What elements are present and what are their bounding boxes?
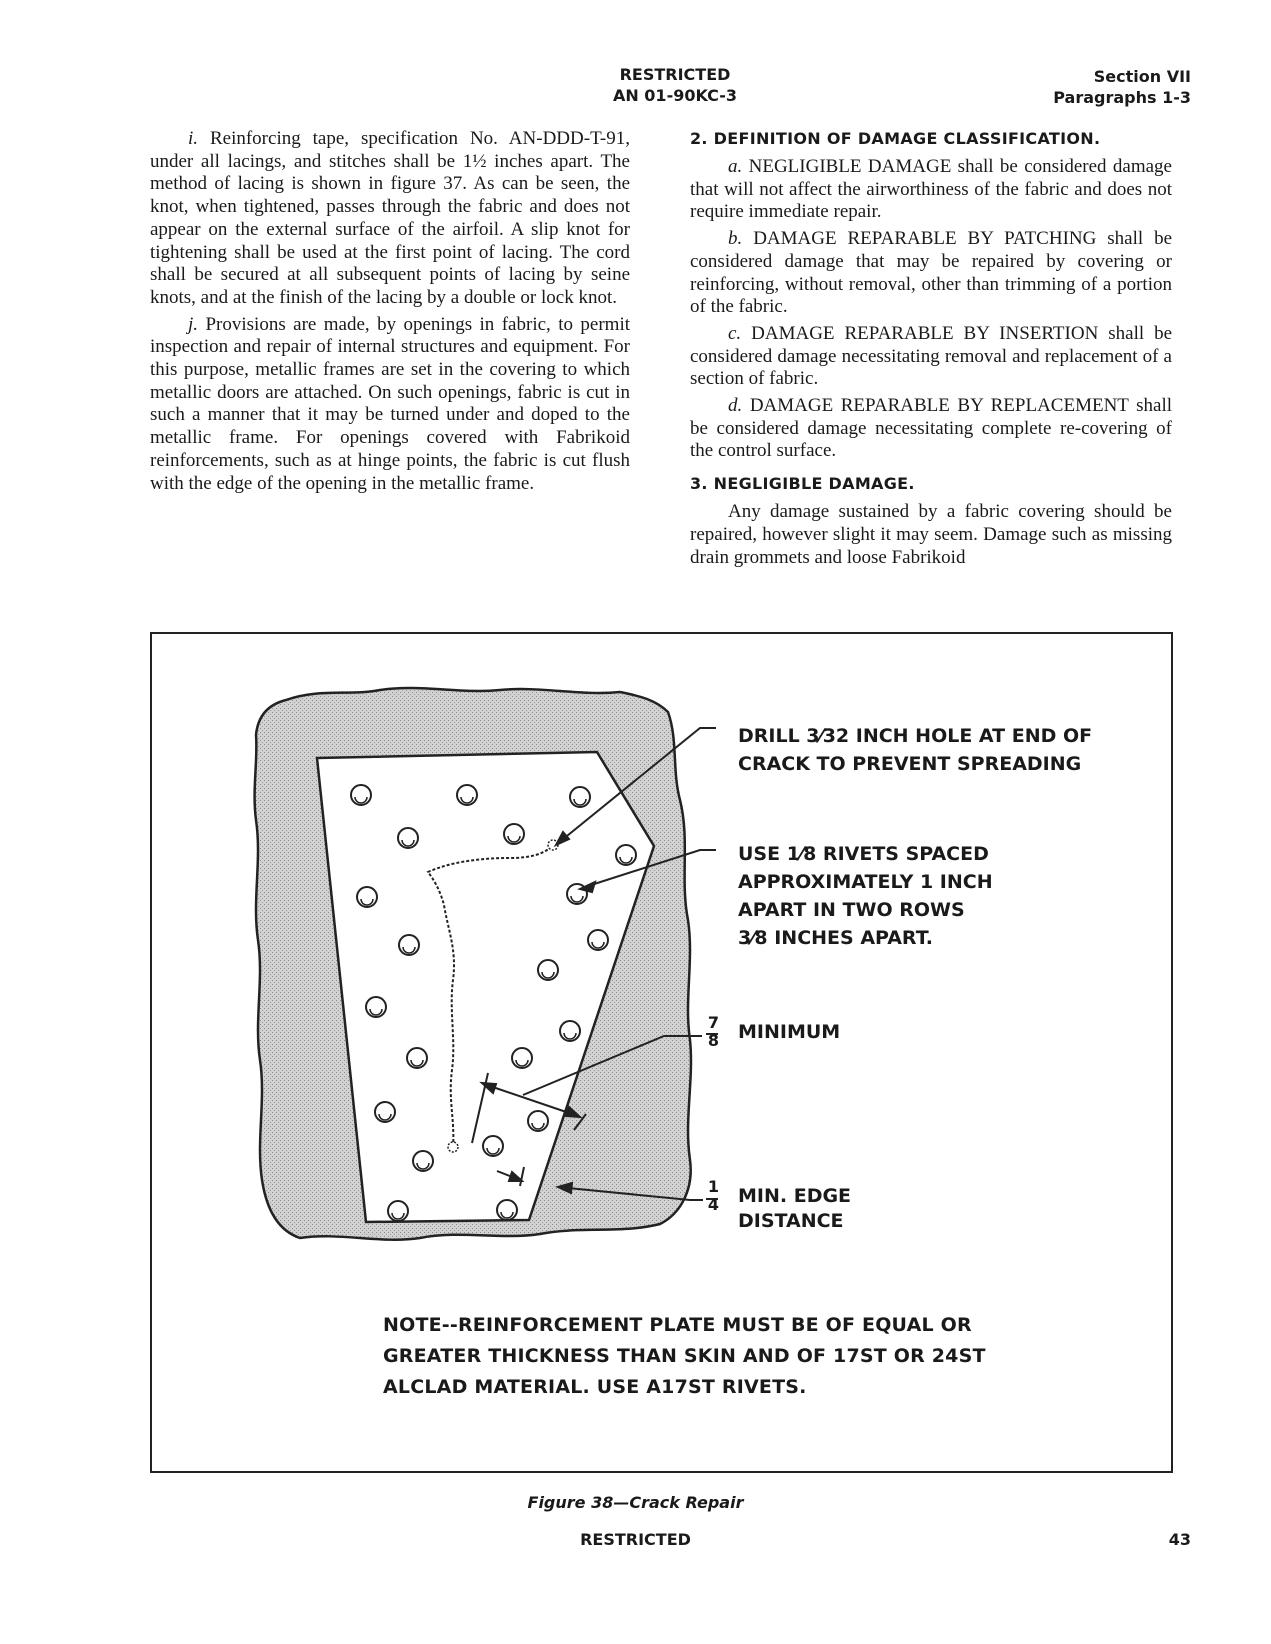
callout-rivets-line-1: USE 1⁄8 RIVETS SPACED — [738, 843, 989, 865]
paragraph-i-marker: i. — [188, 128, 199, 149]
header-paragraphs: Paragraphs 1-3 — [1053, 88, 1191, 107]
fraction-one-quarter — [707, 1178, 720, 1214]
heading-definition: 2. DEFINITION OF DAMAGE CLASSIFICATION. — [690, 129, 1101, 148]
fraction-78-denominator: 8 — [707, 1031, 720, 1050]
callout-rivets-line-3: APART IN TWO ROWS — [738, 899, 965, 921]
rivet-icon — [413, 1151, 433, 1171]
callout-drill-hole — [738, 722, 1092, 778]
rivet-icon — [398, 828, 418, 848]
paragraph-d-text: DAMAGE REPARABLE BY REPLACEMENT shall be considered damage necessitating complete re-covering of the control surface. — [690, 395, 1173, 462]
rivet-icon — [588, 930, 608, 950]
paragraph-3: Any damage sustained by a fabric covering should be repaired, however slight it may seem. Damage such as missing drain grommets and loose Fabrikoid — [690, 501, 1172, 568]
note-line-3: ALCLAD MATERIAL. USE A17ST RIVETS. — [383, 1376, 807, 1398]
footer-classification: RESTRICTED — [580, 1530, 691, 1549]
paragraph-c-marker: c. — [728, 322, 742, 344]
paragraph-j-text: Provisions are made, by openings in fabric, to permit inspection and repair of internal structures and equipment. For this purpose, metallic frames are set in the covering to which metallic doors are attached. On such openings, fabric is cut in such a manner that it may be turned under and doped to the metallic frame. For openings covered with Fabrikoid reinforcements, such as at hinge points, the fabric is cut flush with the edge of the opening in the metallic frame. — [150, 313, 631, 494]
rivet-icon — [388, 1201, 408, 1221]
rivet-icon — [504, 824, 524, 844]
paragraph-b-text: DAMAGE REPARABLE BY PATCHING shall be considered damage that may be repaired by covering or reinforcing, without removal, other than trimming of a portion of the fabric. — [690, 228, 1173, 318]
rivet-icon — [616, 845, 636, 865]
paragraph-a-marker: a. — [728, 156, 743, 177]
crack-end-hole-bottom — [448, 1142, 458, 1152]
rivet-icon — [366, 997, 386, 1017]
rivet-icon — [457, 785, 477, 805]
paragraph-b-marker: b. — [728, 228, 743, 250]
callout-rivets — [738, 840, 993, 952]
rivet-icon — [407, 1048, 427, 1068]
callout-rivets-line-2: APPROXIMATELY 1 INCH — [738, 871, 993, 893]
rivet-icon — [512, 1048, 532, 1068]
heading-negligible-damage: 3. NEGLIGIBLE DAMAGE. — [690, 474, 915, 494]
callout-edge-distance — [738, 1184, 851, 1234]
callout-edge-line-1: MIN. EDGE — [738, 1185, 852, 1207]
header-doc-number: AN 01-90KC-3 — [612, 86, 738, 105]
rivet-icon — [375, 1102, 395, 1122]
paragraph-c-text: DAMAGE REPARABLE BY INSERTION shall be considered damage necessitating removal and replacement of a section of fabric. — [690, 322, 1173, 390]
paragraph-a-text: NEGLIGIBLE DAMAGE shall be considered damage that will not affect the airworthiness of the fabric and does not require immediate repair. — [690, 156, 1172, 223]
note-line-2: GREATER THICKNESS THAN SKIN AND OF 17ST OR 24ST — [383, 1345, 986, 1367]
paragraph-j-marker: j. — [188, 313, 199, 335]
figure-caption: Figure 38—Crack Repair — [527, 1493, 744, 1512]
header-classification: RESTRICTED — [619, 65, 731, 84]
fraction-seven-eighths — [707, 1014, 720, 1050]
callout-drill-line-1: DRILL 3⁄32 INCH HOLE AT END OF — [738, 725, 1093, 747]
fraction-14-denominator: 4 — [707, 1195, 720, 1214]
note-line-1: NOTE--REINFORCEMENT PLATE MUST BE OF EQUAL OR — [383, 1314, 972, 1336]
page-number: 43 — [1168, 1530, 1191, 1549]
figure-note — [383, 1310, 986, 1403]
callout-rivets-line-4: 3⁄8 INCHES APART. — [738, 927, 933, 949]
paragraph-d-marker: d. — [728, 395, 743, 417]
header-section: Section VII — [1093, 67, 1191, 86]
callout-drill-line-2: CRACK TO PREVENT SPREADING — [738, 753, 1082, 775]
fraction-14-numerator: 1 — [707, 1177, 720, 1196]
rivet-icon — [399, 935, 419, 955]
rivet-icon — [538, 960, 558, 980]
rivet-icon — [570, 787, 590, 807]
rivet-icon — [560, 1021, 580, 1041]
paragraph-i-text: Reinforcing tape, specification No. AN-DDD-T-91, under all lacings, and stitches shall be 1½ inches apart. The method of lacing is shown in figure 37. As can be seen, the knot, when tightened, passes through the fabric and does not appear on the external surface of the airfoil. A slip knot for tightening shall be used at the first point of lacing. The cord shall be secured at all subsequent points of lacing by seine knots, and at the finish of the lacing by a double or lock knot. — [150, 128, 631, 308]
rivet-icon — [497, 1200, 517, 1220]
callout-minimum: MINIMUM — [738, 1021, 841, 1043]
rivet-icon — [483, 1136, 503, 1156]
fraction-78-numerator: 7 — [707, 1013, 720, 1032]
callout-edge-line-2: DISTANCE — [738, 1210, 844, 1232]
rivet-icon — [351, 785, 371, 805]
rivet-icon — [357, 887, 377, 907]
rivet-icon — [528, 1111, 548, 1131]
